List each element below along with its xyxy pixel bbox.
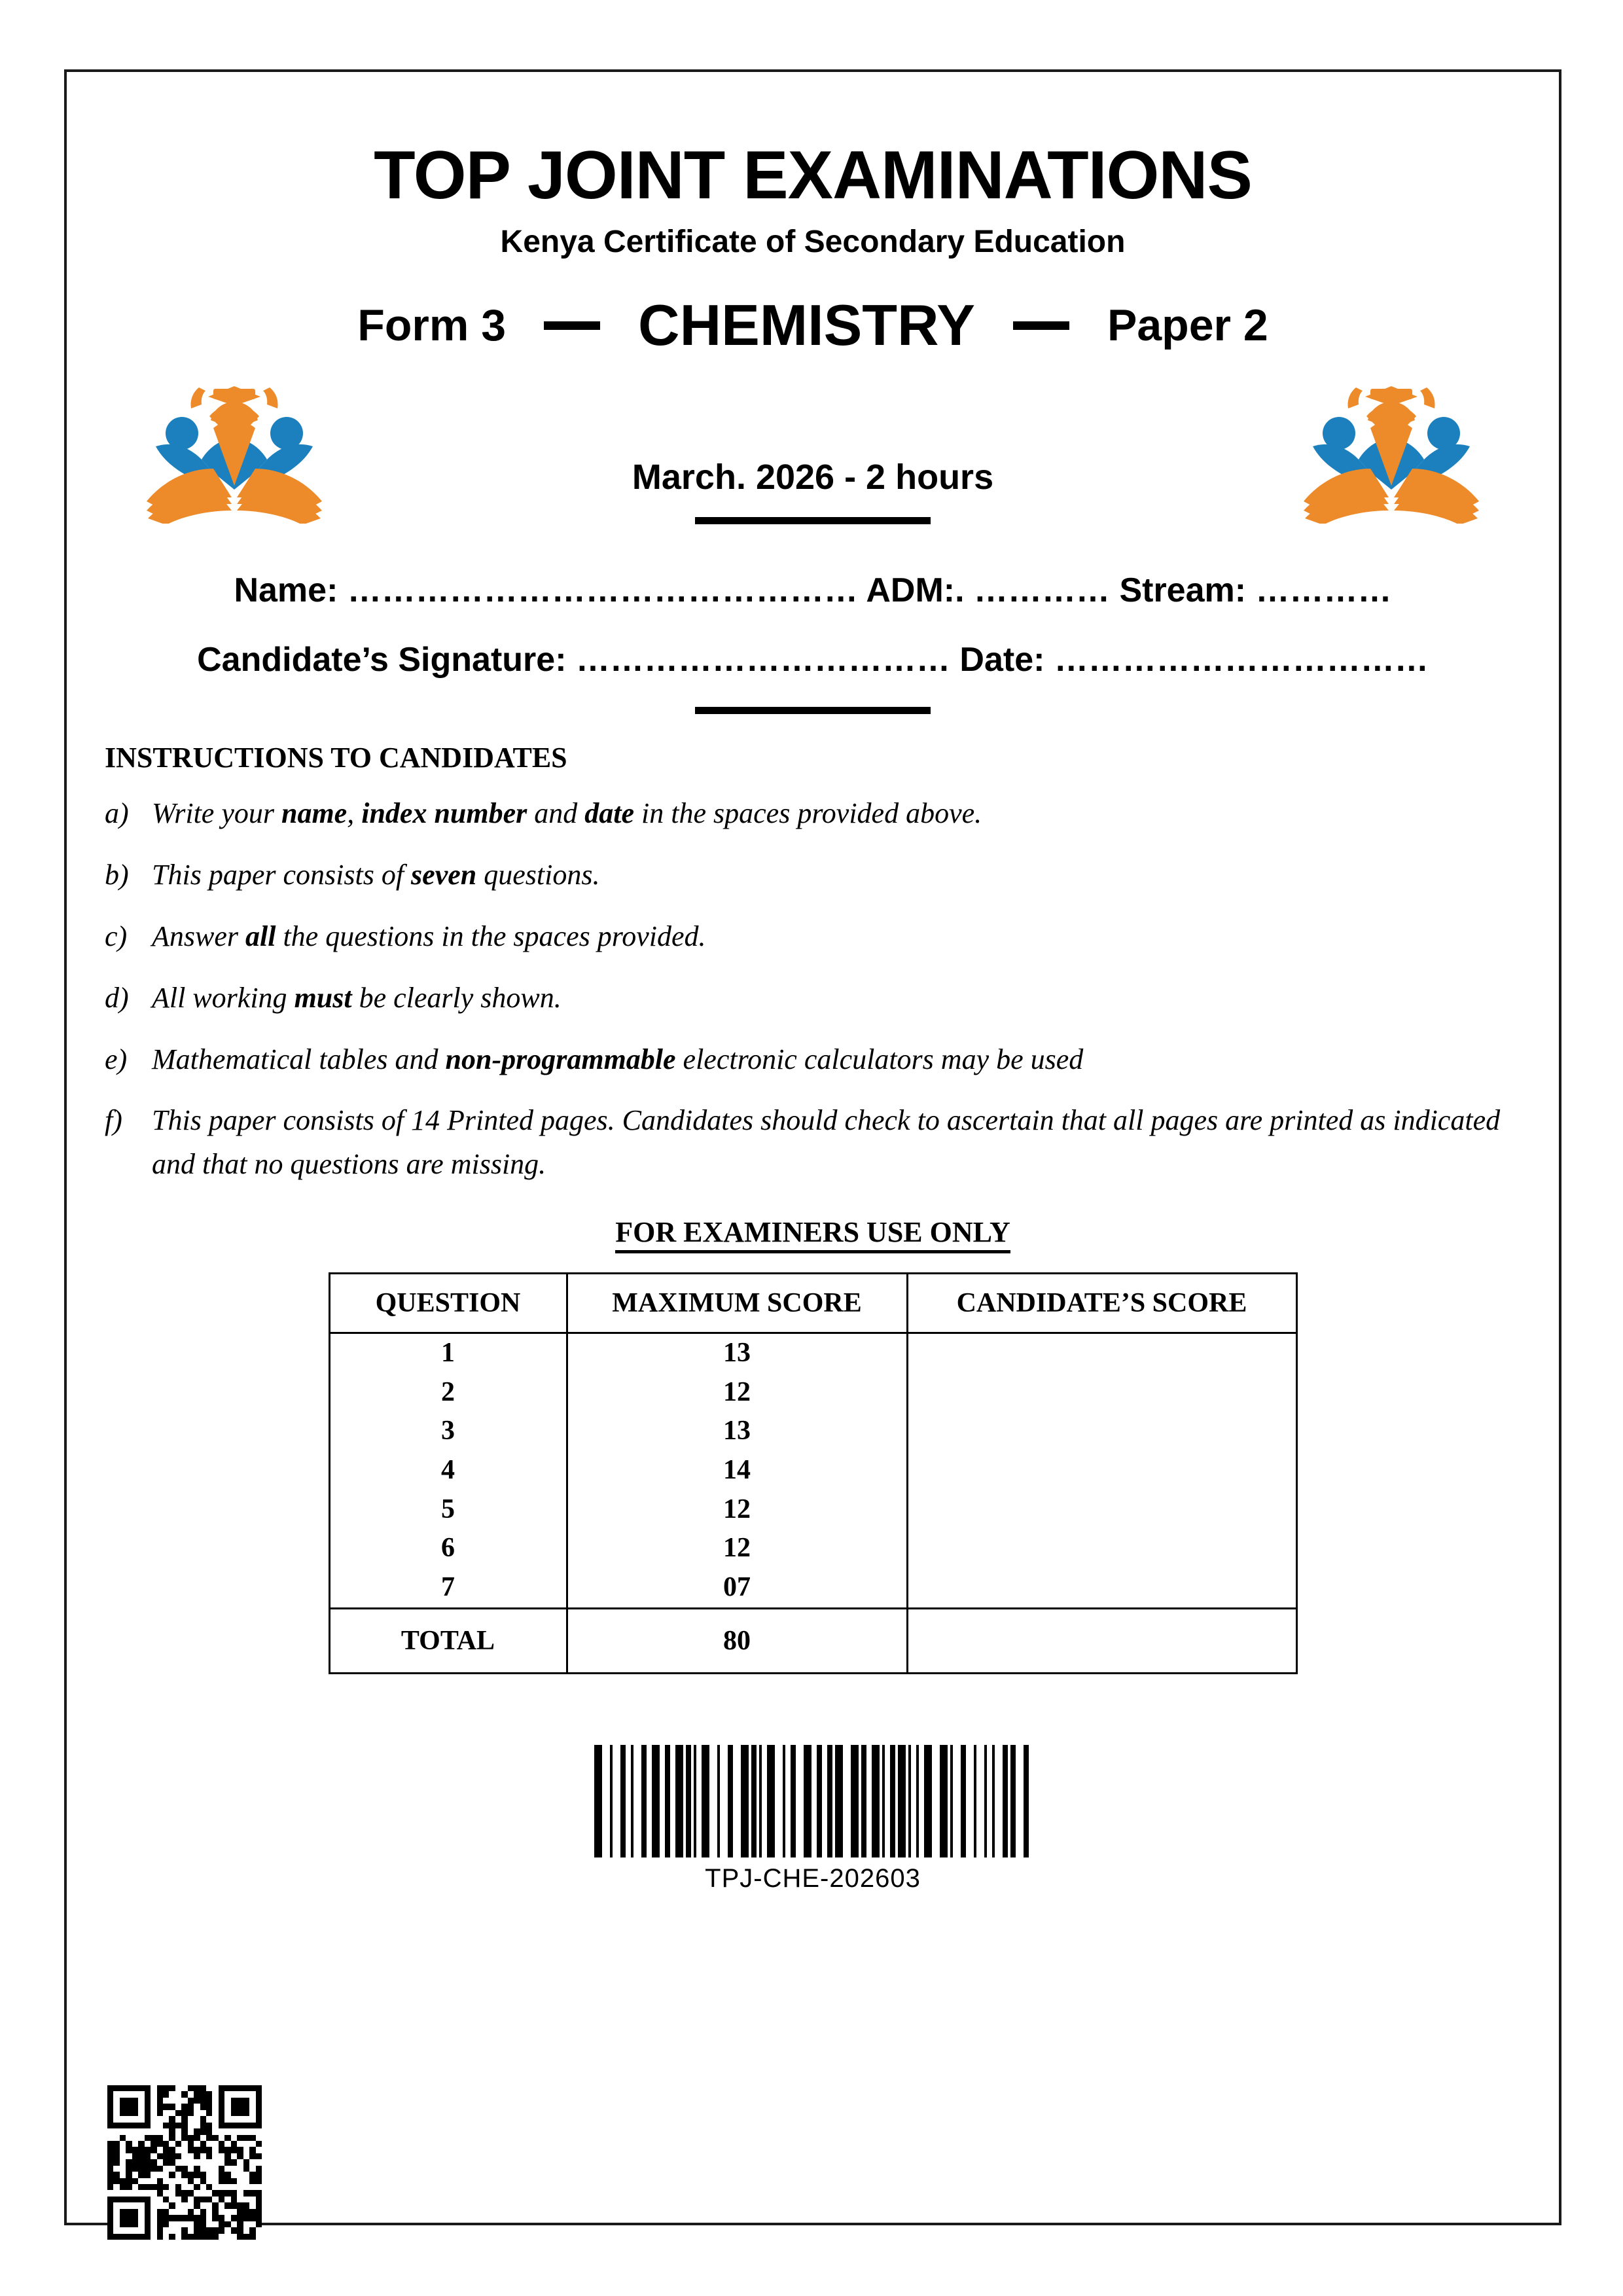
maximum-score-value: 07 <box>723 1571 751 1602</box>
column-header-maximum-score: MAXIMUM SCORE <box>567 1274 907 1333</box>
qr-code-icon <box>107 2085 262 2240</box>
candidate-score-value <box>908 1568 1296 1607</box>
maximum-score-value: 12 <box>723 1376 751 1407</box>
barcode-block <box>584 1745 1042 1893</box>
column-header-question: QUESTION <box>329 1274 567 1333</box>
total-label: TOTAL <box>329 1608 567 1673</box>
instruction-marker: e) <box>105 1043 128 1075</box>
page-content <box>64 69 1561 2225</box>
barcode-icon <box>584 1745 1042 1857</box>
instruction-marker: a) <box>105 797 129 829</box>
candidate-score-value <box>908 1412 1296 1451</box>
barcode-label: TPJ-CHE-202603 <box>705 1863 921 1893</box>
score-table-header-row <box>329 1274 1296 1333</box>
paper-label: Paper 2 <box>1107 300 1268 350</box>
total-maximum-score: 80 <box>567 1608 907 1673</box>
instruction-text: Answer all the questions in the spaces provided. <box>152 920 706 952</box>
question-number: 1 <box>441 1338 455 1369</box>
exam-date-duration: March. 2026 - 2 hours <box>632 457 994 497</box>
name-adm-stream-field[interactable]: Name: ……………………………………… ADM:. ………… Stream: ………… <box>234 571 1392 609</box>
qr-code-grid <box>107 2085 262 2240</box>
exam-subtitle: Kenya Certificate of Secondary Education <box>500 224 1126 259</box>
instruction-marker: c) <box>105 920 128 952</box>
question-number: 7 <box>441 1571 455 1602</box>
dash-separator-left <box>544 321 600 330</box>
question-number: 3 <box>441 1416 455 1446</box>
maximum-score-value: 12 <box>723 1533 751 1564</box>
form-label: Form 3 <box>357 300 507 350</box>
score-table-body-row <box>329 1333 1296 1608</box>
subject-row <box>64 292 1561 359</box>
maximum-score-value: 13 <box>723 1416 751 1446</box>
instructions-heading: INSTRUCTIONS TO CANDIDATES <box>105 742 567 774</box>
instructions-list <box>105 792 1535 1187</box>
question-number: 5 <box>441 1494 455 1524</box>
maximum-score-value: 13 <box>723 1338 751 1369</box>
exam-title: TOP JOINT EXAMINATIONS <box>374 137 1252 213</box>
candidate-score-value <box>908 1451 1296 1490</box>
logo-and-date-band <box>64 373 1561 537</box>
score-table-total-row <box>329 1608 1296 1673</box>
instruction-item <box>105 915 1535 959</box>
school-emblem-icon-right <box>1293 373 1489 524</box>
examiners-heading <box>64 1215 1561 1249</box>
candidate-score-value <box>908 1490 1296 1530</box>
instruction-item <box>105 1099 1535 1187</box>
maximum-scores-cell <box>567 1333 907 1608</box>
instruction-text: This paper consists of seven questions. <box>152 858 600 891</box>
candidate-scores-cell[interactable] <box>907 1333 1296 1608</box>
dash-separator-right <box>1013 321 1069 330</box>
instruction-item <box>105 977 1535 1020</box>
signature-underline-rule <box>695 707 931 714</box>
instruction-text: Write your name, index number and date in the spaces provided above. <box>152 797 982 829</box>
instruction-marker: b) <box>105 858 129 891</box>
instruction-text: Mathematical tables and non-programmable electronic calculators may be used <box>152 1043 1084 1075</box>
instruction-text: This paper consists of 14 Printed pages. Candidates should check to ascertain that all pages are printed as indicated and that no questions are missing. <box>152 1104 1501 1181</box>
instruction-marker: d) <box>105 981 129 1014</box>
signature-rule-wrap <box>64 698 1561 724</box>
maximum-score-value: 12 <box>723 1494 751 1524</box>
candidate-score-value <box>908 1529 1296 1568</box>
instruction-marker: f) <box>105 1104 122 1137</box>
total-candidate-score[interactable] <box>907 1608 1296 1673</box>
instruction-item <box>105 853 1535 897</box>
subject-name: CHEMISTRY <box>638 293 975 357</box>
question-numbers-cell <box>329 1333 567 1608</box>
score-table <box>329 1272 1298 1674</box>
instruction-text: All working must be clearly shown. <box>152 981 562 1014</box>
question-number: 2 <box>441 1376 455 1407</box>
examiners-heading-text: FOR EXAMINERS USE ONLY <box>615 1216 1010 1253</box>
instruction-item <box>105 792 1535 836</box>
school-emblem-icon-left <box>136 373 332 524</box>
candidate-score-value <box>908 1334 1296 1373</box>
column-header-candidate-score: CANDIDATE’S SCORE <box>907 1274 1296 1333</box>
candidate-score-value <box>908 1373 1296 1412</box>
maximum-score-value: 14 <box>723 1455 751 1485</box>
instructions-section <box>64 741 1561 1187</box>
signature-date-field[interactable]: Candidate’s Signature: …………………………… Date: …………………………… <box>197 641 1429 679</box>
question-number: 4 <box>441 1455 455 1485</box>
question-number: 6 <box>441 1533 455 1564</box>
date-underline-rule <box>695 517 931 524</box>
instruction-item <box>105 1038 1535 1082</box>
